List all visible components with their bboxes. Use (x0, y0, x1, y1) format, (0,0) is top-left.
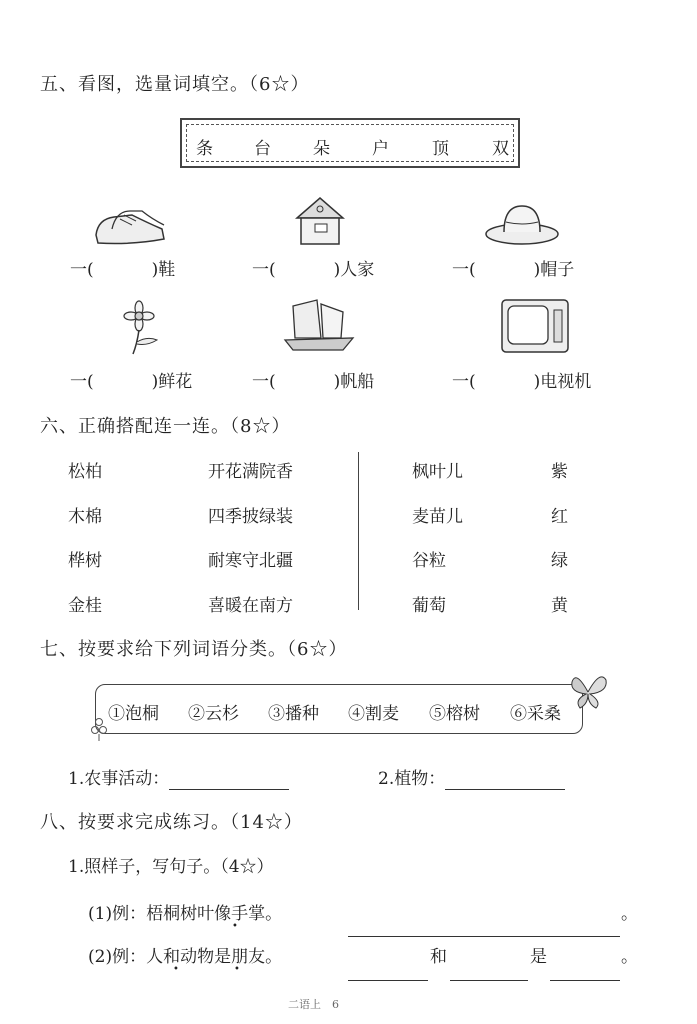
classify-q1: 1.农事活动： (68, 764, 289, 790)
emphasis-dot: • (173, 964, 179, 975)
quantifier-item: 一( )人家 (252, 260, 375, 280)
measure-word: 顶 (432, 139, 449, 159)
match-item: 枫叶儿 (412, 462, 463, 482)
shoes-icon (92, 205, 168, 247)
quantifier-item: 一( )帆船 (252, 372, 375, 392)
match-item: 四季披绿装 (208, 507, 293, 527)
measure-word: 双 (492, 139, 509, 159)
measure-word-box (180, 118, 520, 168)
answer-blank[interactable] (348, 961, 428, 981)
measure-word: 台 (254, 139, 271, 159)
match-item: 开花满院香 (208, 462, 293, 482)
flower-decoration-icon (90, 716, 108, 742)
sailboat-icon (283, 298, 355, 356)
word-list-box (95, 684, 583, 734)
match-item: 桦树 (68, 551, 102, 571)
match-item: 葡萄 (412, 596, 446, 616)
answer-blank[interactable] (348, 917, 620, 937)
answer-blank[interactable] (169, 769, 289, 790)
page-footer: 二语上 6 (288, 998, 339, 1011)
category-word: ④割麦 (348, 704, 399, 724)
measure-word: 户 (372, 139, 389, 159)
example-sentence: (1)例：梧桐树叶像手掌。 (88, 904, 283, 924)
emphasis-dot: • (232, 921, 238, 932)
section7-title: 七、按要求给下列词语分类。（6☆） (40, 639, 348, 660)
category-word: ①泡桐 (108, 704, 159, 724)
answer-blank[interactable] (450, 961, 528, 981)
tv-icon (500, 298, 572, 358)
match-item: 麦苗儿 (412, 507, 463, 527)
category-word: ③播种 (268, 704, 319, 724)
quantifier-item: 一( )帽子 (452, 260, 575, 280)
match-item: 紫 (551, 462, 568, 482)
section6-title: 六、正确搭配连一连。（8☆） (40, 416, 291, 437)
match-item: 黄 (551, 596, 568, 616)
match-item: 喜暖在南方 (208, 596, 293, 616)
house-icon (293, 196, 347, 248)
match-item: 绿 (551, 551, 568, 571)
match-item: 耐寒守北疆 (208, 551, 293, 571)
measure-word: 朵 (313, 139, 330, 159)
hat-icon (484, 200, 560, 248)
section8-title: 八、按要求完成练习。（14☆） (40, 812, 303, 833)
divider (358, 452, 359, 610)
match-item: 松柏 (68, 462, 102, 482)
subquestion-title: 1.照样子，写句子。（4☆） (68, 857, 274, 877)
connector-word: 是 (530, 947, 547, 967)
category-word: ⑥采桑 (510, 704, 561, 724)
classify-q2: 2.植物： (378, 764, 565, 790)
category-word: ②云杉 (188, 704, 239, 724)
match-item: 红 (551, 507, 568, 527)
butterfly-icon (568, 670, 608, 710)
example-sentence: (2)例：人和动物是朋友。 (88, 947, 283, 967)
measure-word: 条 (196, 139, 213, 159)
quantifier-item: 一( )电视机 (452, 372, 592, 392)
match-item: 木棉 (68, 507, 102, 527)
period: 。 (621, 904, 638, 924)
answer-blank[interactable] (445, 769, 565, 790)
flower-icon (117, 300, 161, 356)
quantifier-item: 一( )鲜花 (70, 372, 193, 392)
answer-blank[interactable] (550, 961, 620, 981)
period: 。 (621, 947, 638, 967)
quantifier-item: 一( )鞋 (70, 260, 176, 280)
connector-word: 和 (430, 947, 447, 967)
match-item: 谷粒 (412, 551, 446, 571)
section5-title: 五、看图，选量词填空。（6☆） (40, 74, 310, 95)
match-item: 金桂 (68, 596, 102, 616)
emphasis-dot: • (234, 964, 240, 975)
category-word: ⑤榕树 (429, 704, 480, 724)
